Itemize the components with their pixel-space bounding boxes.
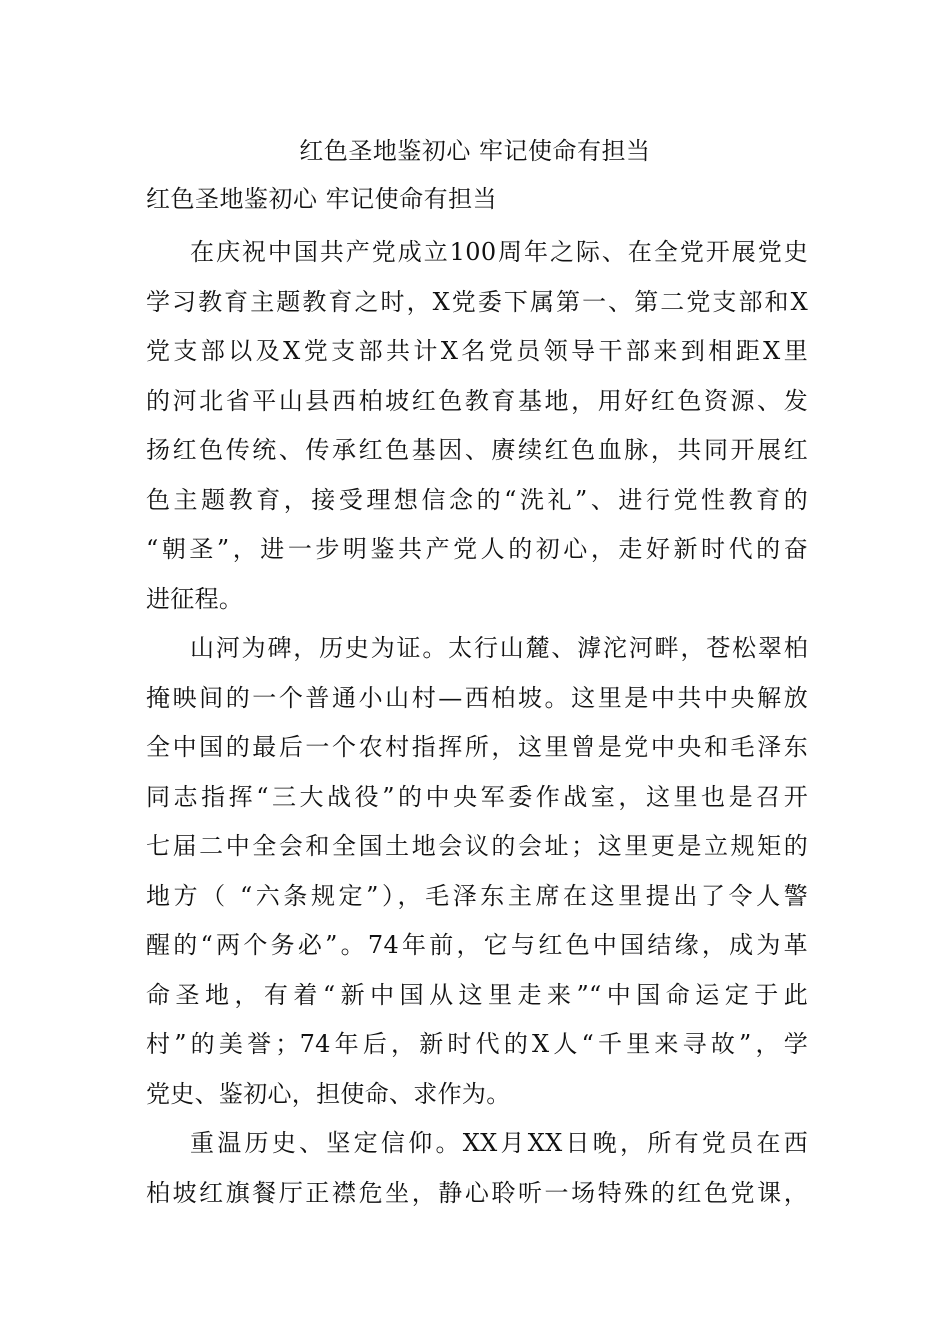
text-line: 掩映间的一个普通小山村—西柏坡。这里是中共中央解放 [146, 683, 808, 712]
text-line: 醒的“两个务必”。74年前，它与红色中国结缘，成为革 [146, 931, 808, 959]
document-title: 红色圣地鉴初心 牢记使命有担当 [299, 137, 651, 165]
text-line: 在庆祝中国共产党成立100周年之际、在全党开展党史 [190, 238, 808, 266]
text-line: “朝圣”，进一步明鉴共产党人的初心，走好新时代的奋 [146, 535, 808, 563]
text-line: 村”的美誉；74年后，新时代的X人“千里来寻故”，学 [146, 1030, 808, 1058]
text-line: 的河北省平山县西柏坡红色教育基地，用好红色资源、发 [146, 386, 808, 415]
text-line: 党支部以及X党支部共计X名党员领导干部来到相距X里 [146, 337, 808, 365]
text-line: 学习教育主题教育之时，X党委下属第一、第二党支部和X [146, 287, 808, 316]
document-subtitle: 红色圣地鉴初心 牢记使命有担当 [146, 185, 498, 213]
paragraph-1 [146, 228, 808, 624]
text-line: 重温历史、坚定信仰。XX月XX日晚，所有党员在西 [190, 1129, 808, 1157]
text-line: 山河为碑，历史为证。太行山麓、滹沱河畔，苍松翠柏 [190, 634, 808, 662]
paragraph-3 [146, 1119, 808, 1218]
paragraph-2 [146, 624, 808, 1119]
text-line: 扬红色传统、传承红色基因、赓续红色血脉，共同开展红 [146, 436, 808, 464]
text-line: 党史、鉴初心，担使命、求作为。 [146, 1079, 511, 1108]
text-line: 进征程。 [146, 584, 244, 613]
text-line: 柏坡红旗餐厅正襟危坐，静心聆听一场特殊的红色党课， [146, 1178, 808, 1207]
text-line: 同志指挥“三大战役”的中央军委作战室，这里也是召开 [146, 782, 808, 811]
text-line: 命圣地，有着“新中国从这里走来”“中国命运定于此 [146, 980, 808, 1009]
document-body [146, 228, 808, 1218]
text-line: 色主题教育，接受理想信念的“洗礼”、进行党性教育的 [146, 485, 808, 514]
text-line: 地方（ “六条规定”），毛泽东主席在这里提出了令人警 [146, 881, 808, 910]
text-line: 全中国的最后一个农村指挥所，这里曾是党中央和毛泽东 [146, 733, 808, 761]
text-line: 七届二中全会和全国土地会议的会址；这里更是立规矩的 [146, 832, 808, 860]
